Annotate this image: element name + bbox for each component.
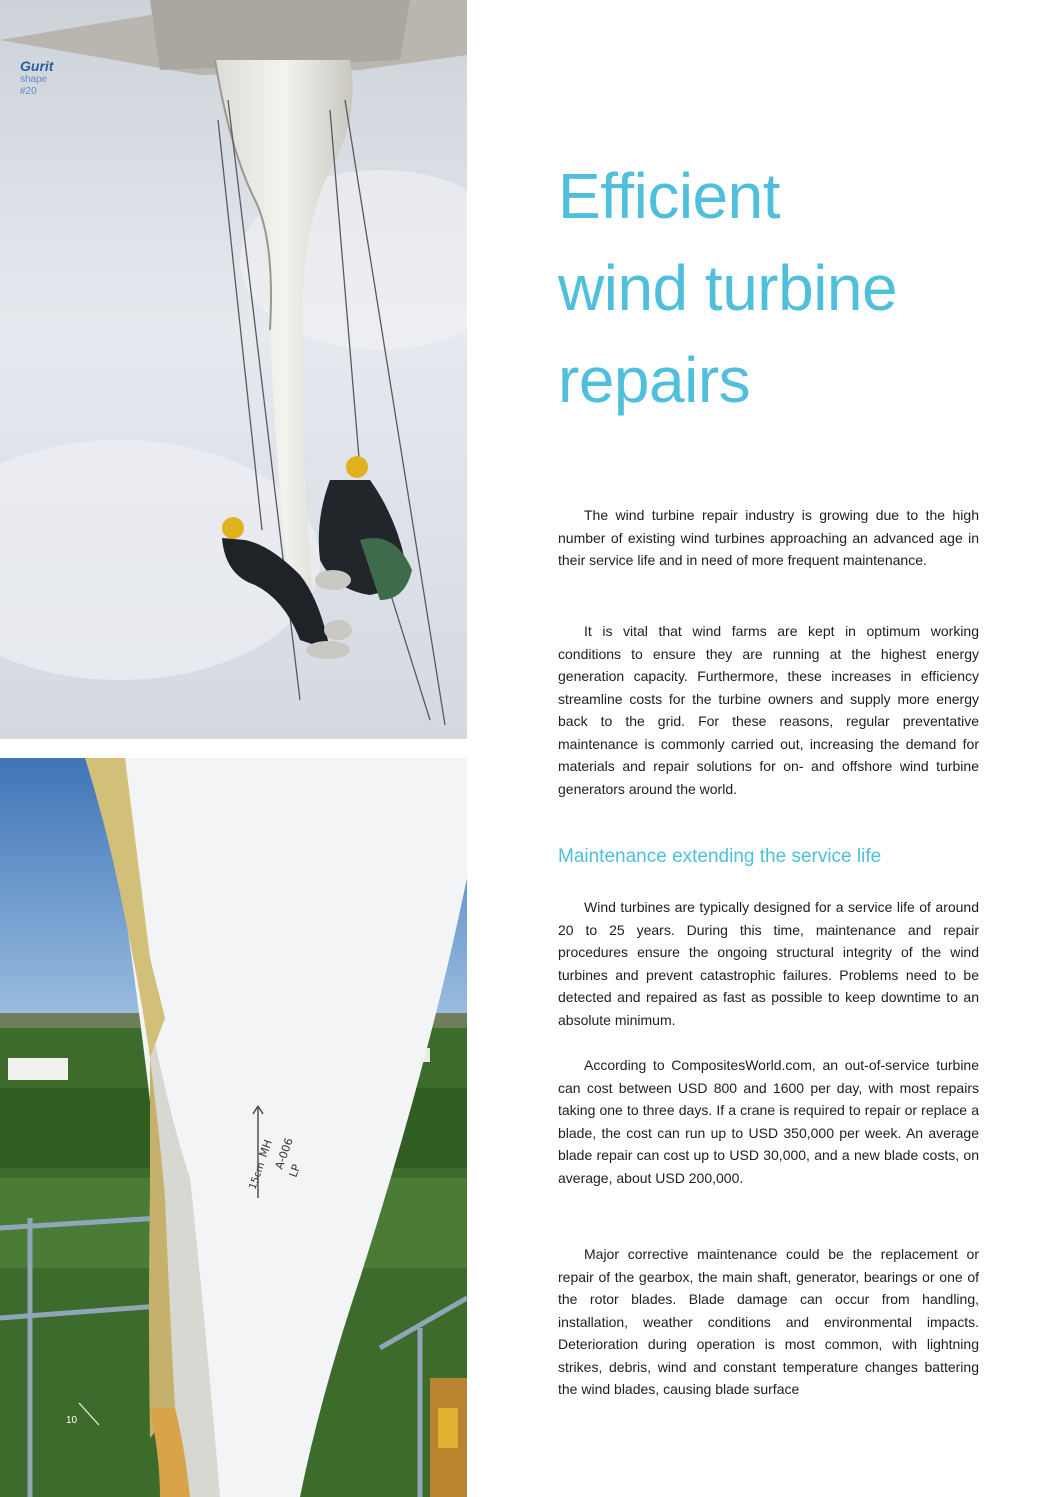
section-paragraph-2: According to CompositesWorld.com, an out-of-service turbine can cost between USD 800 and 1600 per day, with most repairs taking one to three days. If a crane is required to repair or replace a blade, the cost can run up to USD 350,000 per week. An average blade repair can cost up to USD 30,000, and a new blade costs, on average, about USD 200,000. (558, 1057, 979, 1186)
issue-number: #20 (20, 86, 37, 97)
title-line-1: Efficient (558, 160, 780, 232)
intro-paragraph-2: It is vital that wind farms are kept in optimum working conditions to ensure they are running at the highest energy generation capacity. Furthermore, these increases in efficiency streamline costs for the turbine owners and supply more energy back to the grid. For these reasons, regular preventative maintenance is commonly carried out, increasing the demand for materials and repair solutions for on- and offshore wind turbine generators around the world. (558, 623, 979, 797)
brand-block (20, 58, 53, 98)
page-number-divider (78, 1402, 100, 1426)
photo-damaged-blade (0, 758, 467, 1497)
section-heading: Maintenance extending the service life (558, 846, 882, 867)
gurit-logo: Gurit (20, 58, 54, 74)
svg-text:LP: LP (286, 1162, 304, 1180)
section-paragraph-1: Wind turbines are typically designed for a service life of around 20 to 25 years. During this time, maintenance and repair procedures ensure the ongoing structural integrity of the wind turbines and prevent catastrophic failures. Problems need to be detected and repaired as fast as possible to keep downtime to an absolute minimum. (558, 899, 979, 1028)
magazine-name: shape (20, 74, 48, 85)
article-title (558, 150, 1018, 426)
svg-text:MH: MH (256, 1137, 275, 1160)
svg-text:A-006: A-006 (272, 1136, 296, 1172)
title-line-3: repairs (558, 344, 751, 416)
section-paragraph-3: Major corrective maintenance could be the replacement or repair of the gearbox, the main shaft, generator, bearings or one of the rotor blades. Blade damage can occur from handling, installation, weather conditions and environmental impacts. Deterioration during operation is most common, with lightning strikes, debris, wind and constant temperature changes battering the wind blades, causing blade surface (558, 1246, 979, 1397)
page-number: 10 (66, 1415, 78, 1426)
photo-technicians-on-blade (0, 0, 467, 739)
svg-text:15cm: 15cm (247, 1160, 268, 1192)
intro-paragraph-1: The wind turbine repair industry is growing due to the high number of existing wind turbines approaching an advanced age in their service life and in need of more frequent maintenance. (558, 507, 979, 568)
title-line-2: wind turbine (558, 252, 898, 324)
